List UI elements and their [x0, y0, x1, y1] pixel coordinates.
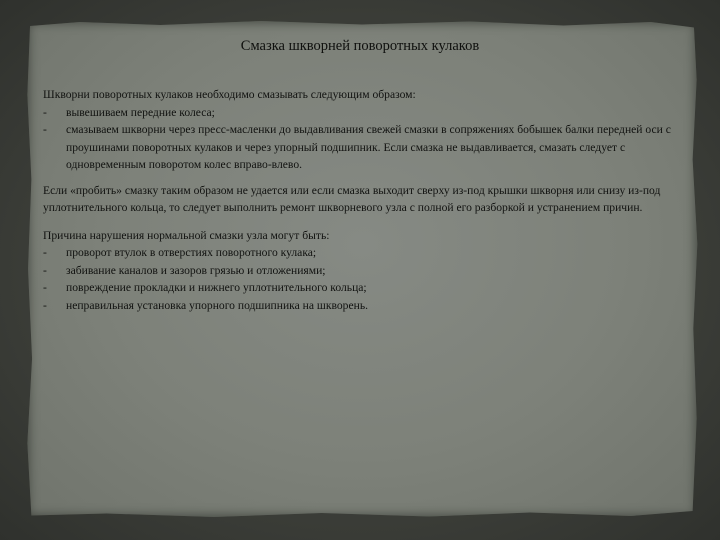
step-text: смазываем шкворни через пресс-масленки до выдавливания свежей смазки в сопряжениях бобышек балки передней оси с проушинами поворотных кулаков и через упорный подшипник. Если смазка не выдавливается, смазать следует с одновременным поворотом колес вправо-влево. — [66, 123, 671, 171]
list-item — [43, 244, 693, 262]
cause-text: забивание каналов и зазоров грязью и отложениями; — [66, 263, 326, 277]
causes-list — [43, 244, 693, 314]
causes-intro-text: Причина нарушения нормальной смазки узла могут быть: — [43, 228, 330, 242]
slide-content — [43, 86, 693, 314]
cause-text: неправильная установка упорного подшипника на шкворень. — [66, 298, 369, 312]
bullet-dash: - — [43, 123, 47, 136]
list-item — [43, 297, 693, 315]
list-item — [43, 262, 693, 280]
warning-text: Если «пробить» смазку таким образом не удается или если смазка выходит сверху из-под крышки шкворня или снизу из-под уплотнительного кольца, то следует выполнить ремонт шкворневого узла с полной его разборкой и устранением причин. — [43, 183, 661, 214]
list-item — [43, 121, 693, 174]
bullet-dash: - — [43, 263, 47, 277]
cause-text: проворот втулок в отверстиях поворотного кулака; — [66, 246, 317, 259]
cause-text: повреждение прокладки и нижнего уплотнительного кольца; — [66, 281, 367, 294]
list-item — [43, 104, 693, 122]
spacer — [43, 174, 693, 182]
bullet-dash: - — [43, 105, 47, 119]
bullet-dash: - — [43, 281, 47, 294]
intro-text: Шкворни поворотных кулаков необходимо смазывать следующим образом: — [43, 88, 416, 101]
list-item — [43, 279, 693, 297]
step-text: вывешиваем передние колеса; — [66, 105, 215, 119]
spacer — [43, 217, 693, 227]
bullet-dash: - — [43, 246, 47, 259]
bullet-dash: - — [43, 298, 47, 312]
steps-list — [43, 104, 693, 174]
slide-title: Смазка шкворней поворотных кулаков — [240, 38, 480, 54]
